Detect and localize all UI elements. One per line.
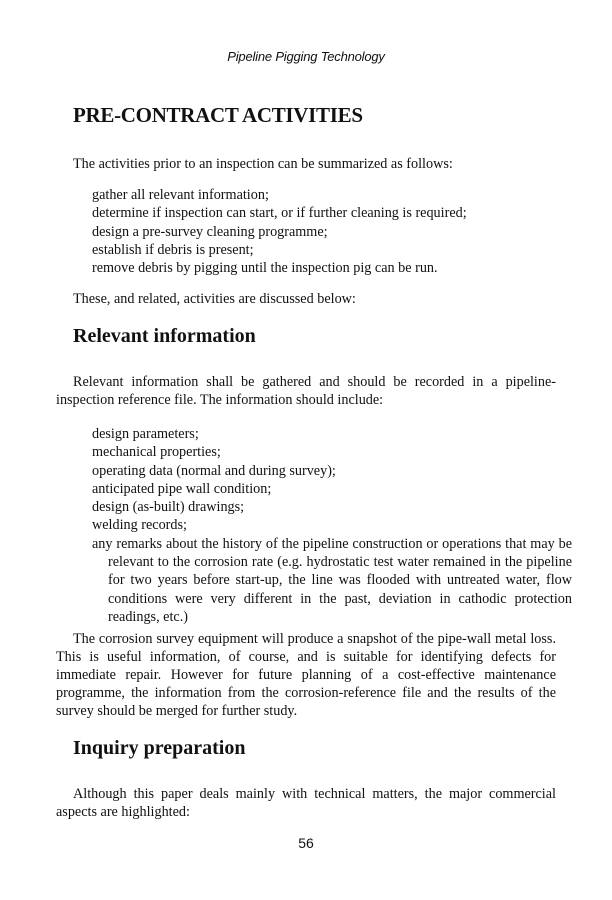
running-head: Pipeline Pigging Technology [227, 49, 385, 64]
reference-file-list [92, 425, 572, 626]
relevant-information-heading: Relevant information [73, 325, 256, 347]
page-number: 56 [298, 835, 314, 851]
list-item: establish if debris is present; [92, 241, 254, 258]
list-item: design parameters; [92, 426, 199, 442]
list-item: mechanical properties; [92, 444, 221, 461]
list-item: design a pre-survey cleaning programme; [92, 223, 328, 240]
list-item: remove debris by pigging until the inspection pig can be run. [92, 260, 438, 277]
list-item: operating data (normal and during survey); [92, 462, 336, 479]
activities-list [92, 186, 467, 277]
list-item: welding records; [92, 517, 187, 534]
corrosion-survey-paragraph: The corrosion survey equipment will produce a snapshot of the pipe-wall metal loss. This is useful information, of course, and is suitable for identifying defects for immediate repair. However for future planning of a cost-effective maintenance programme, the information from the corrosion-reference file and the results of the survey should be merged for further study. [56, 631, 556, 719]
list-item: determine if inspection can start, or if further cleaning is required; [92, 205, 467, 222]
inquiry-paragraph: Although this paper deals mainly with technical matters, the major commercial aspects are highlighted: [56, 786, 556, 820]
list-item: gather all relevant information; [92, 187, 269, 203]
list-item: any remarks about the history of the pipeline construction or operations that may be relevant to the corrosion rate (e.g. hydrostatic test water remained in the pipeline for two years before start-up, the line was flooded with untreated water, flow conditions were very different in the past, deviation in cathodic protection readings, etc.) [92, 535, 572, 625]
section-title: PRE-CONTRACT ACTIVITIES [73, 103, 363, 127]
list-item: design (as-built) drawings; [92, 499, 245, 516]
intro-paragraph: The activities prior to an inspection can be summarized as follows: [73, 156, 453, 172]
list-item: anticipated pipe wall condition; [92, 480, 272, 497]
relevant-information-paragraph: Relevant information shall be gathered and should be recorded in a pipeline-inspection reference file. The information should include: [56, 374, 556, 408]
inquiry-preparation-heading: Inquiry preparation [73, 737, 246, 759]
discussed-note: These, and related, activities are discussed below: [73, 291, 356, 307]
